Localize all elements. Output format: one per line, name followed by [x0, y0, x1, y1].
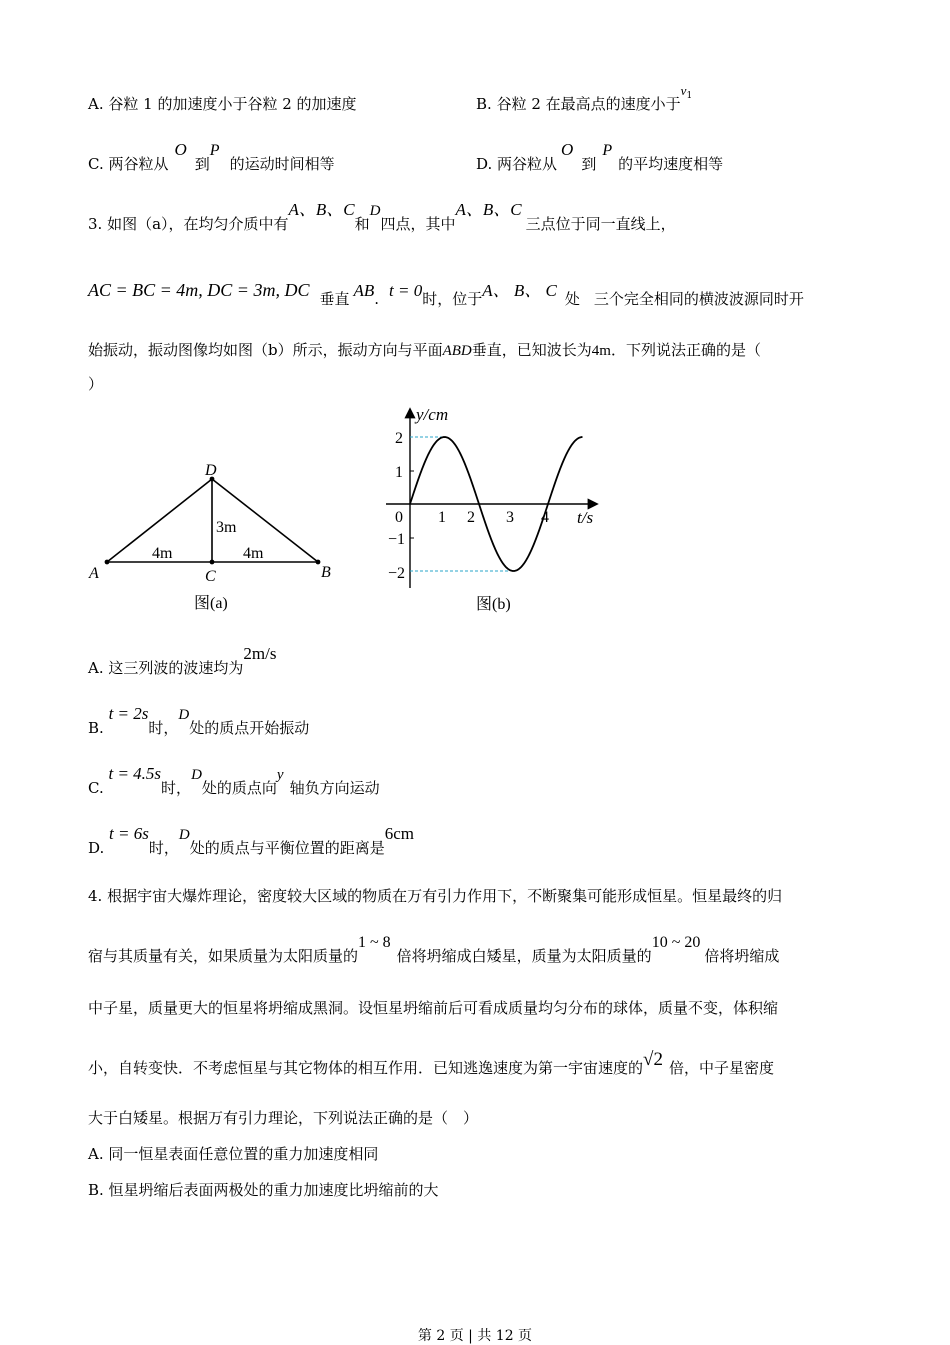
label-b: B — [321, 564, 331, 581]
tick-label-t0: 0 — [395, 509, 403, 526]
q2-option-b — [476, 83, 693, 117]
point-b — [316, 560, 321, 565]
text: 三个完全相同的横波波源同时开 — [593, 290, 804, 308]
math: 2m/s — [243, 644, 277, 663]
y-axis-label: y/cm — [416, 405, 449, 424]
option-label: B. — [476, 95, 497, 113]
option-text: 谷粒 2 在最高点的速度小于 — [496, 95, 681, 113]
q3-stem-line-4: ） — [88, 375, 104, 393]
figure-b-caption: 图(b) — [476, 596, 511, 613]
math: AC = BC = 4m, DC = 3m, DC — [88, 280, 310, 300]
math: AB — [353, 281, 375, 300]
option-label: B. — [88, 719, 109, 737]
text: 到 — [194, 155, 210, 173]
tick-label-yn2: −2 — [388, 565, 406, 582]
text: 处的质点向 — [201, 779, 277, 797]
tick-label-y1: 1 — [395, 464, 403, 481]
text: 倍将坍缩成 — [704, 947, 780, 965]
subscript: 1 — [686, 91, 693, 101]
q2-option-a — [88, 94, 357, 114]
math: A、B、C — [288, 200, 355, 219]
q3-option-a — [88, 644, 277, 678]
math: t = 6s — [109, 824, 149, 843]
q4-stem-line-5: 大于白矮星。根据万有引力理论，下列说法正确的是（ ） — [88, 1109, 479, 1127]
math-sqrt2: √2 — [643, 1049, 663, 1070]
q3-option-c — [88, 764, 380, 799]
figure-a — [85, 455, 345, 620]
text: 和 — [354, 215, 370, 233]
q3-stem-line-3 — [88, 340, 761, 361]
point-c — [210, 560, 215, 565]
symbol-p: P — [209, 142, 220, 159]
math: 10 ~ 20 — [651, 934, 701, 951]
text: 始振动，振动图像均如图（b）所示，振动方向与平面 — [88, 341, 443, 359]
text: 处 — [564, 290, 580, 308]
text: 小，自转变快．不考虑恒星与其它物体的相互作用．已知逃逸速度为第一宇宙速度的 — [88, 1059, 644, 1077]
tick-label-y2: 2 — [395, 430, 403, 447]
text: 时， — [148, 839, 179, 857]
text: 的平均速度相等 — [618, 155, 724, 173]
q4-stem-line-4 — [88, 1049, 774, 1078]
text: 处的质点开始振动 — [189, 719, 310, 737]
page-footer: 第 2 页 | 共 12 页 — [417, 1328, 533, 1344]
symbol-p: P — [602, 142, 613, 159]
symbol-v: v — [680, 83, 687, 98]
text: 3. 如图（a），在均匀介质中有 — [88, 215, 289, 233]
math: ABD — [442, 343, 472, 359]
option-label: A. — [88, 659, 109, 677]
text: 到 — [581, 155, 597, 173]
math: A、B、C — [455, 200, 522, 219]
text: 四点，其中 — [380, 215, 456, 233]
symbol-o: O — [174, 140, 187, 159]
tick-label-t4: 4 — [541, 509, 549, 526]
option-label: C. — [88, 155, 109, 173]
option-text: 这三列波的波速均为 — [108, 659, 244, 677]
label-a: A — [89, 565, 99, 582]
q4-stem-line-1: 4. 根据宇宙大爆炸理论，密度较大区域的物质在万有引力作用下，不断聚集可能形成恒星。恒星最终的归 — [88, 887, 783, 905]
t-axis-label: t/s — [577, 508, 594, 527]
symbol-d: D — [178, 707, 190, 723]
math: A、 B、 C — [482, 281, 557, 300]
label-dc-length: 3m — [216, 519, 237, 536]
q3-option-b — [88, 704, 310, 739]
math: 6cm — [384, 824, 414, 843]
text: 倍将坍缩成白矮星，质量为太阳质量的 — [396, 947, 652, 965]
math: D — [369, 203, 381, 219]
text: 处的质点与平衡位置的距离是 — [189, 839, 385, 857]
option-label: A. — [88, 95, 109, 113]
tick-label-yn1: −1 — [388, 531, 406, 548]
label-c: C — [205, 568, 216, 585]
option-label: D. — [88, 839, 110, 857]
tick-label-t1: 1 — [438, 509, 446, 526]
q3-stem-line-1 — [88, 200, 676, 235]
math: t = 4.5s — [108, 764, 162, 783]
text: 时， — [148, 719, 179, 737]
figure-a-caption: 图(a) — [194, 595, 228, 612]
text: 时， — [161, 779, 192, 797]
text: 垂直 — [319, 290, 350, 308]
symbol-o: O — [561, 140, 574, 159]
tick-label-t2: 2 — [467, 509, 475, 526]
label-cb-length: 4m — [243, 545, 264, 562]
text: 时，位于 — [422, 290, 483, 308]
option-label: C. — [88, 779, 109, 797]
q4-option-b: B. 恒星坍缩后表面两极处的重力加速度比坍缩前的大 — [88, 1181, 439, 1199]
q3-stem-line-2 — [88, 280, 804, 309]
tick-label-t3: 3 — [506, 509, 514, 526]
figure-b — [370, 400, 610, 620]
text: 倍，中子星密度 — [668, 1059, 774, 1077]
symbol-d: D — [178, 827, 190, 843]
text: 三点位于同一直线上， — [525, 215, 676, 233]
text: 宿与其质量有关，如果质量为太阳质量的 — [88, 947, 359, 965]
text: 的运动时间相等 — [229, 155, 335, 173]
point-a — [105, 560, 110, 565]
q2-option-c — [88, 140, 335, 175]
text: ．下列说法正确的是（ — [610, 341, 761, 359]
math: 1 ~ 8 — [358, 934, 391, 951]
q4-option-a: A. 同一恒星表面任意位置的重力加速度相同 — [88, 1145, 379, 1163]
text: . — [374, 290, 380, 308]
symbol-y: y — [276, 767, 284, 783]
q3-option-d — [88, 824, 414, 859]
symbol-d: D — [191, 767, 202, 783]
q2-option-d — [476, 140, 724, 175]
q4-stem-line-2 — [88, 934, 780, 967]
q4-stem-line-3: 中子星，质量更大的恒星将坍缩成黑洞。设恒星坍缩前后可看成质量均匀分布的球体，质量不变，体积缩 — [88, 999, 779, 1017]
option-text: 谷粒 1 的加速度小于谷粒 2 的加速度 — [108, 95, 357, 113]
text: 两谷粒从 — [497, 155, 558, 173]
label-ac-length: 4m — [152, 545, 173, 562]
math: 4m — [591, 343, 611, 359]
label-d: D — [205, 462, 217, 479]
math: t = 2s — [108, 704, 149, 723]
text: 垂直，已知波长为 — [471, 341, 592, 359]
option-label: D. — [476, 155, 498, 173]
math: t = 0 — [389, 281, 423, 300]
text: 两谷粒从 — [108, 155, 169, 173]
text: 轴负方向运动 — [289, 779, 380, 797]
